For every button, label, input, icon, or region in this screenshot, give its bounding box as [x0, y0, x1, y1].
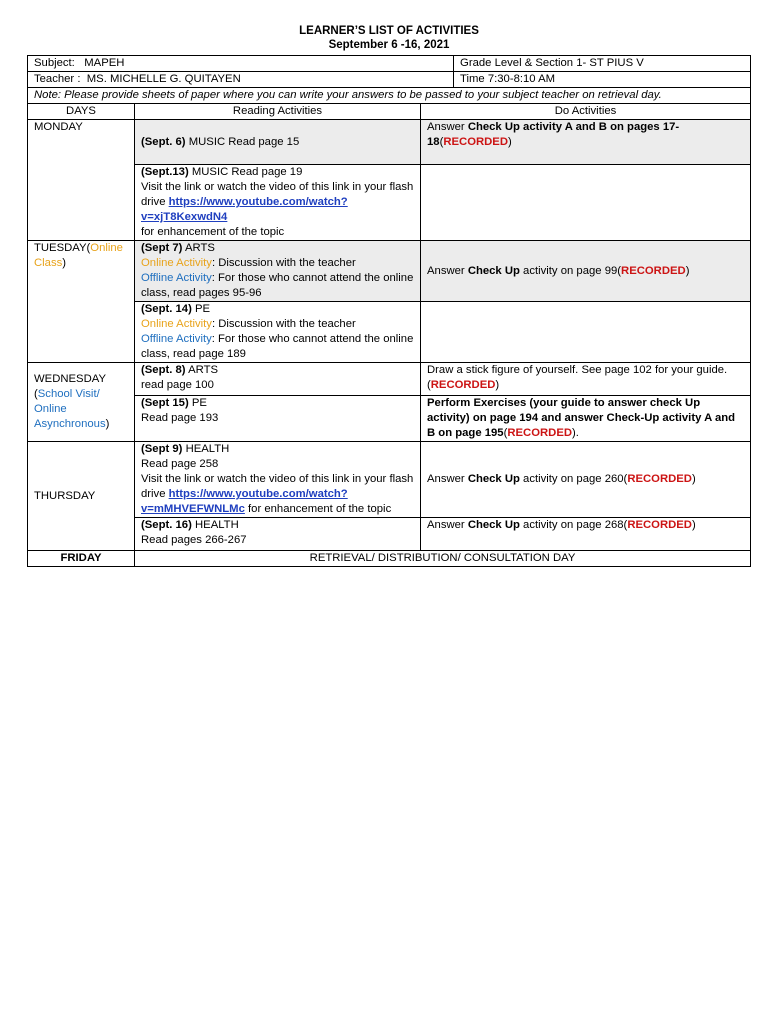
wednesday-r1-line2: read page 100 — [141, 379, 214, 391]
thursday-d1-pre: Answer — [427, 473, 468, 485]
tuesday-d1-open: ( — [617, 264, 622, 277]
monday-d1-bold: Check Up activity A and B on pages 17-18 — [427, 121, 680, 148]
friday-row — [28, 551, 751, 567]
wednesday-d1-text: Draw a stick figure of yourself. See page 102 for your guide. — [427, 364, 728, 376]
thursday-r2-date: (Sept. 16) — [141, 519, 192, 531]
monday-video-link[interactable]: https://www.youtube.com/watch?v=xjT8KexwdN4 — [141, 196, 348, 223]
subject-cell — [28, 56, 454, 72]
wednesday-r2-line2: Read page 193 — [141, 412, 219, 424]
thursday-d1-bold: Check Up — [467, 473, 520, 485]
header-row — [28, 104, 751, 120]
monday-r2-text: MUSIC Read page 19 — [188, 166, 303, 178]
wednesday-d2-open: ( — [503, 427, 508, 439]
tuesday-r1-date: (Sept 7) — [141, 242, 183, 254]
thursday-d1-recorded: RECORDED — [627, 473, 692, 485]
tuesday-r1-offline-text: : For those who cannot attend the online class, read pages 95-96 — [141, 272, 414, 299]
monday-r1-text: MUSIC Read page 15 — [185, 135, 300, 148]
tuesday-r2-online-text: : Discussion with the teacher — [211, 318, 356, 330]
thursday-d2-bold: Check Up — [467, 519, 520, 531]
thursday-d2-open: ( — [623, 519, 628, 531]
thursday-d1-post: activity on page 260 — [519, 473, 624, 485]
wednesday-do-1 — [421, 363, 751, 396]
document-title: LEARNER’S LIST OF ACTIVITIES — [299, 25, 479, 37]
time-cell: Time 7:30-8:10 AM — [454, 72, 751, 88]
friday-day-cell: FRIDAY — [28, 551, 135, 567]
monday-r2-line2: Visit the link or watch the video of this link in your flash drive — [141, 181, 414, 208]
tuesday-do-2 — [421, 302, 751, 363]
tuesday-r2-date: (Sept. 14) — [141, 303, 192, 315]
monday-r2-line3: for enhancement of the topic — [141, 226, 285, 238]
wednesday-reading-2 — [135, 396, 421, 442]
thursday-reading-1 — [135, 442, 421, 518]
teacher-row — [28, 72, 751, 88]
thursday-d2-recorded: RECORDED — [627, 519, 692, 531]
tuesday-d1-close: ) — [685, 264, 690, 277]
document-date-range: September 6 -16, 2021 — [328, 39, 450, 51]
monday-row-2 — [28, 165, 751, 241]
monday-d1-close: ) — [508, 136, 512, 148]
tuesday-r1-offline-label: Offline Activity — [141, 272, 212, 284]
header-days: DAYS — [28, 104, 135, 120]
teacher-value: MS. MICHELLE G. QUITAYEN — [86, 73, 241, 85]
thursday-r1-line4: for enhancement of the topic — [244, 503, 392, 515]
thursday-d2-pre: Answer — [427, 519, 468, 531]
thursday-r1-line3: Visit the link or watch the video of this link in your flash drive — [141, 473, 414, 500]
wednesday-r2-date: (Sept 15) — [141, 397, 189, 409]
tuesday-r1-subject: ARTS — [182, 242, 215, 254]
header-reading: Reading Activities — [135, 104, 421, 120]
friday-text-cell: RETRIEVAL/ DISTRIBUTION/ CONSULTATION DAY — [135, 551, 751, 567]
thursday-d1-close: ) — [691, 473, 696, 485]
monday-row-1 — [28, 120, 751, 165]
thursday-row-2 — [28, 518, 751, 551]
tuesday-d1-recorded: RECORDED — [621, 264, 686, 277]
subject-value: MAPEH — [84, 57, 125, 69]
tuesday-r1-online-text: : Discussion with the teacher — [211, 257, 356, 269]
thursday-d2-close: ) — [691, 519, 696, 531]
thursday-d2-post: activity on page 268 — [519, 519, 624, 531]
monday-d1-pre: Answer — [427, 121, 468, 133]
tuesday-d1-post: activity on page 99 — [519, 264, 618, 277]
note-row — [28, 88, 751, 104]
tuesday-r2-subject: PE — [191, 303, 211, 315]
thursday-do-1 — [421, 442, 751, 518]
subject-label: Subject: — [34, 57, 75, 69]
teacher-cell — [28, 72, 454, 88]
wednesday-reading-1 — [135, 363, 421, 396]
wednesday-d2-close: ). — [572, 427, 579, 439]
monday-do-2 — [421, 165, 751, 241]
wednesday-d2-text: Perform Exercises (your guide to answer check Up activity) on page 194 and answer Check-Up activity A and B on page 195 — [427, 397, 736, 439]
teacher-label: Teacher : — [34, 73, 81, 85]
wednesday-r1-date: (Sept. 8) — [141, 364, 186, 376]
thursday-r1-subject: HEALTH — [182, 443, 230, 455]
tuesday-row-2 — [28, 302, 751, 363]
wednesday-row-1 — [28, 363, 751, 396]
wednesday-day-sub: School Visit/ Online Asynchronous — [34, 388, 106, 430]
header-do: Do Activities — [421, 104, 751, 120]
monday-reading-1 — [135, 120, 421, 165]
tuesday-reading-1 — [135, 241, 421, 302]
wednesday-row-2 — [28, 396, 751, 442]
tuesday-day-cell — [28, 241, 135, 363]
monday-reading-2 — [135, 165, 421, 241]
tuesday-d1-bold: Check Up — [467, 264, 520, 277]
tuesday-d1-pre: Answer — [427, 264, 468, 277]
tuesday-reading-2 — [135, 302, 421, 363]
thursday-r2-subject: HEALTH — [191, 519, 239, 531]
thursday-do-2 — [421, 518, 751, 551]
grade-section-cell: Grade Level & Section 1- ST PIUS V — [454, 56, 751, 72]
wednesday-r2-subject: PE — [188, 397, 207, 409]
tuesday-row-1 — [28, 241, 751, 302]
wednesday-d1-recorded: RECORDED — [430, 379, 496, 391]
wednesday-d1-close: ) — [495, 379, 500, 391]
tuesday-do-1 — [421, 241, 751, 302]
thursday-r2-line2: Read pages 266-267 — [141, 534, 247, 546]
tuesday-day-label: TUESDAY — [34, 242, 87, 254]
thursday-reading-2 — [135, 518, 421, 551]
monday-d1-recorded: RECORDED — [443, 136, 508, 148]
tuesday-day-sub: Online Class — [34, 242, 123, 269]
thursday-video-link[interactable]: https://www.youtube.com/watch?v=mMHVEFWNLMc — [141, 488, 348, 515]
monday-r1-date: (Sept. 6) — [141, 135, 186, 148]
wednesday-day-cell — [28, 363, 135, 442]
note-cell: Note: Please provide sheets of paper where you can write your answers to be passed to your subject teacher on retrieval day. — [28, 88, 751, 104]
tuesday-paren-close: ) — [62, 257, 67, 269]
tuesday-r2-offline-text: : For those who cannot attend the online class, read page 189 — [141, 333, 414, 360]
thursday-day-cell: THURSDAY — [28, 442, 135, 551]
activities-table — [27, 55, 751, 567]
tuesday-r2-online-label: Online Activity — [141, 318, 212, 330]
monday-d1-open: ( — [439, 136, 444, 148]
wednesday-do-2 — [421, 396, 751, 442]
thursday-r1-date: (Sept 9) — [141, 443, 183, 455]
thursday-d1-open: ( — [623, 473, 628, 485]
monday-do-1 — [421, 120, 751, 165]
monday-day-cell: MONDAY — [28, 120, 135, 241]
wednesday-day-label: WEDNESDAY — [34, 373, 106, 385]
wednesday-d1-open: ( — [427, 379, 431, 391]
tuesday-r2-offline-label: Offline Activity — [141, 333, 212, 345]
wednesday-d2-recorded: RECORDED — [507, 427, 573, 439]
thursday-r1-line2: Read page 258 — [141, 458, 219, 470]
wednesday-paren-close: ) — [105, 418, 110, 430]
thursday-row-1 — [28, 442, 751, 518]
monday-r2-date: (Sept.13) — [141, 166, 189, 178]
wednesday-paren-open: ( — [34, 388, 38, 400]
document-heading — [0, 24, 768, 52]
tuesday-r1-online-label: Online Activity — [141, 257, 212, 269]
wednesday-r1-subject: ARTS — [185, 364, 219, 376]
subject-row — [28, 56, 751, 72]
tuesday-paren-open: ( — [86, 242, 91, 254]
